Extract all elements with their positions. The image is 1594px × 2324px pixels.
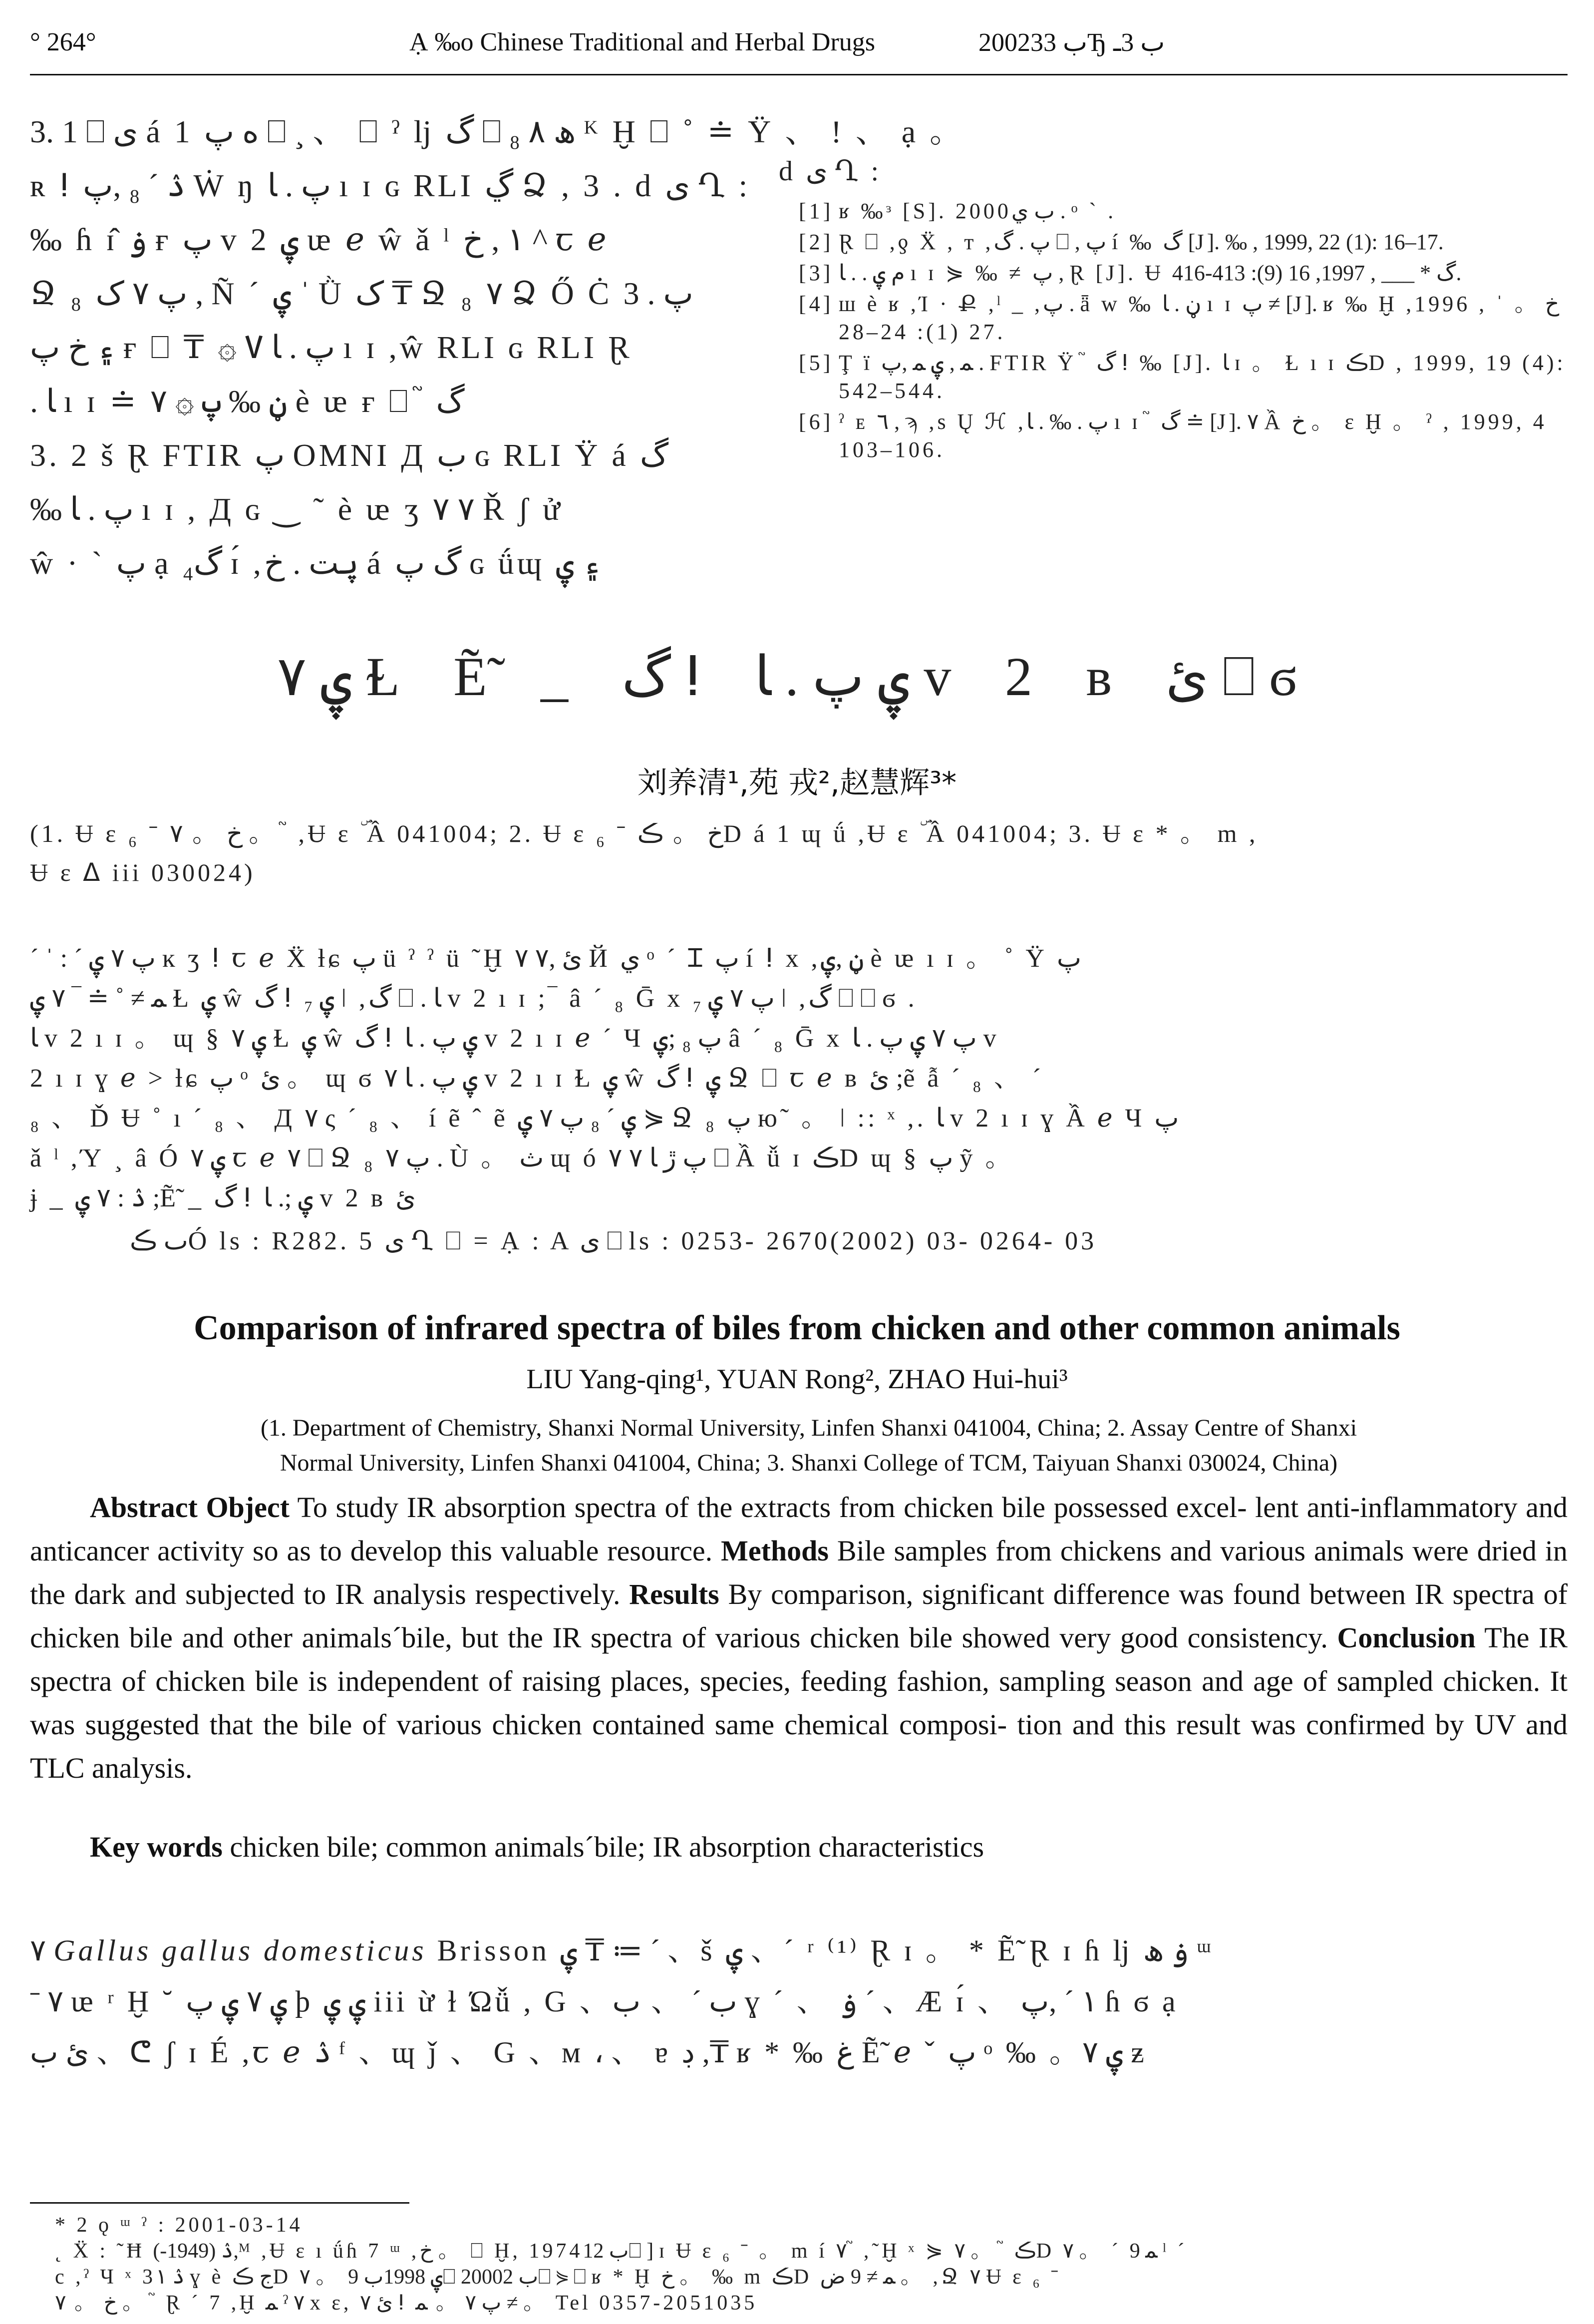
chinese-abstract [30,939,1568,1218]
abstract-label: Abstract [90,1491,198,1524]
chinese-affiliations [30,814,1568,892]
abstract-line: ﺎ v 2 ı ɪ 。 ɰ § ۷ ۑ Ɫ ۑ ŵ گ ⵑ ۑ پ . ﺎ v 2 ı ɪ ℯ ˊ Ч پ ₈ ;ۑ â ˊ ₈ Ḡ x پ ۷ ۑ پ . ﺎ v [30,1024,999,1053]
methods-label: Methods [721,1535,829,1567]
results-label: Results [629,1578,719,1610]
footnote-line: * 2 ǫ ᵚ ˀ : 2001-03-14 [55,2214,303,2237]
text-line: ‰ پ . ﺎ ı ɪ , Д ɢ ‿ ˜ è ᵫ ʒ ۷ ۷ Ř ʃ ử [30,491,563,527]
footnote-line: c ,ˀ Ч ˣ 3ۮ ١ ɣ è ج ڪD ۷ 。 ۑ 1998ب 9⎕ 2000ب 2⎕ ⋟ ⎕ ʁ * Ḫ خ 。 ‰ m ڪD ﻤ ≠ 9 ض 。 ,Ջ ۷ Ʉ ɛ ₆ ˉ [55,2266,1061,2289]
body-line [30,1925,1568,1976]
reference-text: Ɽ ⎕ ,ƍ Ẍ , ᴛ ,پ . گ ⎕ , پ í ‰ گ [J]. ‰ , 1999, 22 (1): 16–17. [839,230,1444,254]
affiliation-line: Normal University, Linfen Shanxi 041004, China; 3. Shanxi College of TCM, Taiyuan Shanxi 030024, China) [280,1450,1338,1476]
text-line: 3. 1 ⎕ ى á 1 ه پ ⎕ ¸ 、 ⎕ ˀ ǉ گ ⎕ ₈ ۸ ھ ᴷ Ḫ ⎕ ˚ ≐ Ÿ 、 ! 、 ạ 。 [30,114,965,149]
footnote-line: خ 。 ۷ 。 ֮ Ɽ ˊ 7 ,Ḫ ﻤ ˀ ۷ x ɛ, ۷ ئ ⵑ پ ۷ 。 ﻤ ≠ 。 Tel 0357-2051035 [55,2292,758,2315]
reference-number: [3] [799,261,834,285]
reference-list [799,197,1578,467]
page-number: ° 264° [30,28,96,56]
abstract-line: 2 ı ɪ ɣ ℯ > ƚɕ پ ᵒ ئ 。 ɰ ϭ ۷ ۑ پ . ﺎ v 2 ı ɪ Ɫ ۑ ŵ گ ⵑ ۑ Ջ ⎕ ꞇ ℯ ʙ ئ ;ẽ ẫ ˊ ₈ 、 ˊ [30,1064,1044,1093]
abstract-line: ﻤ ≠ ˚ ≐ ‾ ۷ ۑ Ɫ ۑ ŵ گ ⵑ ۑ ₇ ǀ ,گ ⎕ . ﺎ v 2 ı ɪ ;‾ â ˊ ₈ Ḡ x پ ۷ ۑ ₇ ǀ ,گ ⎕ ⎕ ϭ . [30,984,918,1013]
abstract-line: ǎ ˡ ,Ύ ¸ â Ó ۷ ۑ ꞇ ℯ ۷ ⎕ Ջ ₈ پ ۷ . Ù 。 ث ɰ ó ۷ پ ڙ ﺎ ۷ ⎕ Ầ ǚ ɪ ڪD ɰ § پ ỹ 。 [30,1144,1014,1172]
reference-number: [2] [799,230,834,254]
keywords-line: ɉ _ ۮ : ۷ ۑ ;Ẽ̃ _ گ ⵑ ۑ ;. ﺎ v 2 ʙ ئ [30,1184,416,1212]
affiliation-line: (1. Department of Chemistry, Shanxi Normal University, Linfen Shanxi 041004, China; 2. Assay Centre of Shanxi [260,1415,1357,1441]
chinese-authors: 刘养清¹,苑 戎²,赵慧辉³* [637,766,957,800]
affiliation-line: (1. Ʉ ɛ ₆ ˉ خ 。 ۷ 。 ֮ ,Ʉ ɛ ۜ Ầ 041004; 2. Ʉ ɛ ₆ ˉ خ 。 ڪD á 1 ɰ ǘ ,Ʉ ɛ ۜ Ầ 041004; 3. Ʉ ɛ * 。 m , [30,819,1259,847]
abstract-line: ₈ 、 Ď Ʉ ˚ ı ˊ ₈ 、 Д ۷ ς ˊ ₈ 、 í ẽ ˆ ẽ ۑ ˊ ₈ پ ۷ ۑ ⋟ Ջ ₈ پ ю˜ 。 ǀ :: ˣ ,. ﺎ v 2 ı ɪ ɣ Ầ ℯ Ч پ [30,1104,1179,1133]
reference-text: Ţ ï ﻤ , ۑ ﻤ ,پ . FTIR Ÿ ֮ گ ⵑ ‰ [J]. ﺎ ɪ 。 Ɫ ı ɪ ڪD , 1999, 19 (4): 542–544. [839,351,1566,403]
english-keywords [90,1830,984,1864]
references-heading: d ى Ղ : [779,156,882,187]
object-text: To study IR absorption spectra of the extracts from chicken bile possessed excel- lent anti-inflammatory and anticancer activity so as to develop this valuable resource. [30,1491,1568,1567]
reference-item [799,259,1578,287]
reference-item [799,290,1578,346]
conclusion-label: Conclusion [1337,1621,1476,1654]
previous-article-text [30,105,965,590]
reference-text: ʁ ‰ᶟ [S]. 2000ب ي . ᵒ ˋ . [839,199,1117,223]
body-text-segment: ۷ [30,1934,54,1967]
text-line: ۽ خ پ ғ ⎕ ₸ ۞ ۷ پ . ﺎ ı ɪ ,ŵ RLI ɢ RLI Ɽ [30,330,633,365]
reference-number: [5] [799,351,834,375]
keywords-text: chicken bile; common animals´bile; IR absorption characteristics [230,1831,984,1863]
reference-text: ш è ʁ ,Ί · Ք ,ˡ _ ,پ . ǟ w ‰ ڼ . ﺎ ı ɪ پ ≠ [J]. ʁ ‰ Ḫ خ 。 ˈ , 1996, 27 (1): 24–28. [839,292,1560,344]
text-line: Ջ ₈ پ ۷ ک , Ñ ˊ ۑ ˈ Ǜ ک ₸ Ջ ₈ ۷ Ձ Ő Ċ پ . 3 [30,276,693,311]
footnote-rule [30,2202,409,2204]
footnote [55,2212,1568,2316]
results-text: By comparison, significant difference was found between IR spectra of chicken bile and other animals´bile, but the IR spectra of various chicken bile showed very good consistency. [30,1578,1568,1654]
text-line: 3. 2 š Ɽ FTIR پ OMNI Д ب ɢ RLI Ÿ á گ [30,437,669,473]
header-rule [30,74,1568,75]
year-issue: 2002ب 33Ђ ب 3ـ [978,28,1165,57]
reference-number: [1] [799,199,834,223]
keywords-label: Key words [90,1831,223,1863]
classification-line: ٮ ڪÓ ls : R282. 5 ى Ղ ⎕ = Ạ : A ى ⎕ ls : 0253- 2670(2002) 03- 0264- 03 [130,1227,1097,1255]
reference-item [799,408,1578,464]
conclusion-text: The IR spectra of chicken bile is independent of raising places, species, feeding fashion, sampling season and age of sampled chicken. It was suggested that the bile of various chicken contained same chemical composi- tion and this result was confirmed by UV and TLC analysis. [30,1621,1568,1784]
text-line: ‰ ɦ ɪ̂ ۏ ғ پ v 2 ۑ ᵫ ℯ ŵ ǎ ˡ ١ , خ ^ ꞇ ℯ [30,222,610,257]
english-abstract [30,1486,1568,1790]
object-label: Object [206,1491,290,1524]
abstract-line: ˊ ˈ : ˊ پ ۷ ۑ ĸ ʒ ⵑ ꞇ ℯ Ẍ ƚɕ پ ü ˀ ˀ ü ˜Ḫ ۷ ئ ,۷ Й ي ᵒ ˊ Ɪ پ í ⵑ x ,ڼ ,ۑ è ᵫ ı ɪ 。 ˚ Ÿ پ [30,944,1081,973]
reference-item [799,349,1578,405]
body-text [30,1925,1568,2078]
text-line: ŵ · ˋ پ ạ گ₄ ɪ́ ,ۑت . خ á گ پ ɢ ǘɰ ۽ ۑ [30,545,602,581]
running-header [30,27,1568,72]
reference-number: [4] [799,292,834,316]
reference-text: ˀ ᴇ ٦ , ϡ ,s Ų ℋ ,پ . ‰ . ﺎ ı ɪ ֮ گ ≐ [J]. ۷ Ầ خ 。 ɛ Ḫ 。 ˀ , 1999, 4 103–106. [839,409,1547,462]
affiliation-line: Ʉ ɛ ᐃ iii 030024) [30,858,256,886]
footnote-line: ˛ Ẍ : ˜Ħ ۮ (1949-),ᴹ ,Ʉ ɛ ı ǘɦ 7 ᵚ ,خ 。 ⎕ Ḫ, 1974ب 12⎕ ] ɪ Ʉ ɛ ₆ ˉ 。 m í ۷ ֮ ,˜Ḫ ˣ ⋟ ۷ 。 ֮ ڪD ۷ 。 ˊ ﻤ 9 ˡ ˊ [55,2240,1188,2263]
reference-number: [6] [799,409,834,434]
body-text-segment: Brisson ۑ ₸ ≔ ˊ 、š ۑ 、ˊ ʳ ⁽¹⁾ Ɽ ɪ 。 * Ẽ̃ Ɽ ɪ ɦ ǉ ۏ ھ ᵚ [426,1934,1215,1967]
text-line: . ﺎ ı ɪ ≐ ڼ ‰ پ ۞ ۷ è ᵫ ғ ⎕ ֮ گ [30,384,465,419]
body-line: ئ ب 、ᕦ ʃ ɪ É ,ꞇ ℯ ۮ ᶠ 、ɰ ǰ 、 G 、ᴍ ، 、 ɐ ڊ ,₸ ʁ * ‰ غ Ẽ̃ ℯ ˇ پ ᵒ ‰ 。۷ ۑ ƶ [30,2036,1147,2069]
reference-item [799,197,1578,225]
chinese-title: ۷ ۑ Ɫ Ẽ̃ _ گ ⵑ ۑ پ . ﺎ v 2 ʙ ئ ⎕ ϭ [277,646,1317,707]
reference-text: م ۑ . . ﺎ ı ɪ ⋟ ‰ ≠ پ , Ɽ [J]. Ʉ گ * ___ , 1997, 16 (9): 413-416. [839,261,1462,285]
methods-text: Bile samples from chickens and various animals were dried in the dark and subjected to IR analysis respectively. [30,1535,1568,1610]
species-name: Gallus gallus domesticus [53,1934,427,1967]
text-line: ʀ ⵑ ۮ ˊ ₈ ,پ Ẇ ŋ پ . ﺎ ı ɪ ɢ RLI ڲ Ձ , 3 . d ى Ղ : [30,168,751,203]
reference-item [799,228,1578,256]
english-affiliations [60,1411,1558,1481]
english-title: Comparison of infrared spectra of biles from chicken and other common animals [194,1309,1400,1347]
journal-name: Ạ ‰o Chinese Traditional and Herbal Drugs [409,28,876,56]
body-line: ˉ ۷ ᵫ ʳ Ḫ ˘ ۑ ۷ ۑ پ þ ۑ ۑ iii ừ ɫ Ώǚ , G 、ب ˊ 、 ب ɣ ˊ 、 ۏ ˊ 、Æ ɪ́ 、 ١ ˊ ,پ ɦ ϭ ạ [30,1985,1179,2018]
english-authors: LIU Yang-qing¹, YUAN Rong², ZHAO Hui-hui³ [526,1364,1068,1395]
